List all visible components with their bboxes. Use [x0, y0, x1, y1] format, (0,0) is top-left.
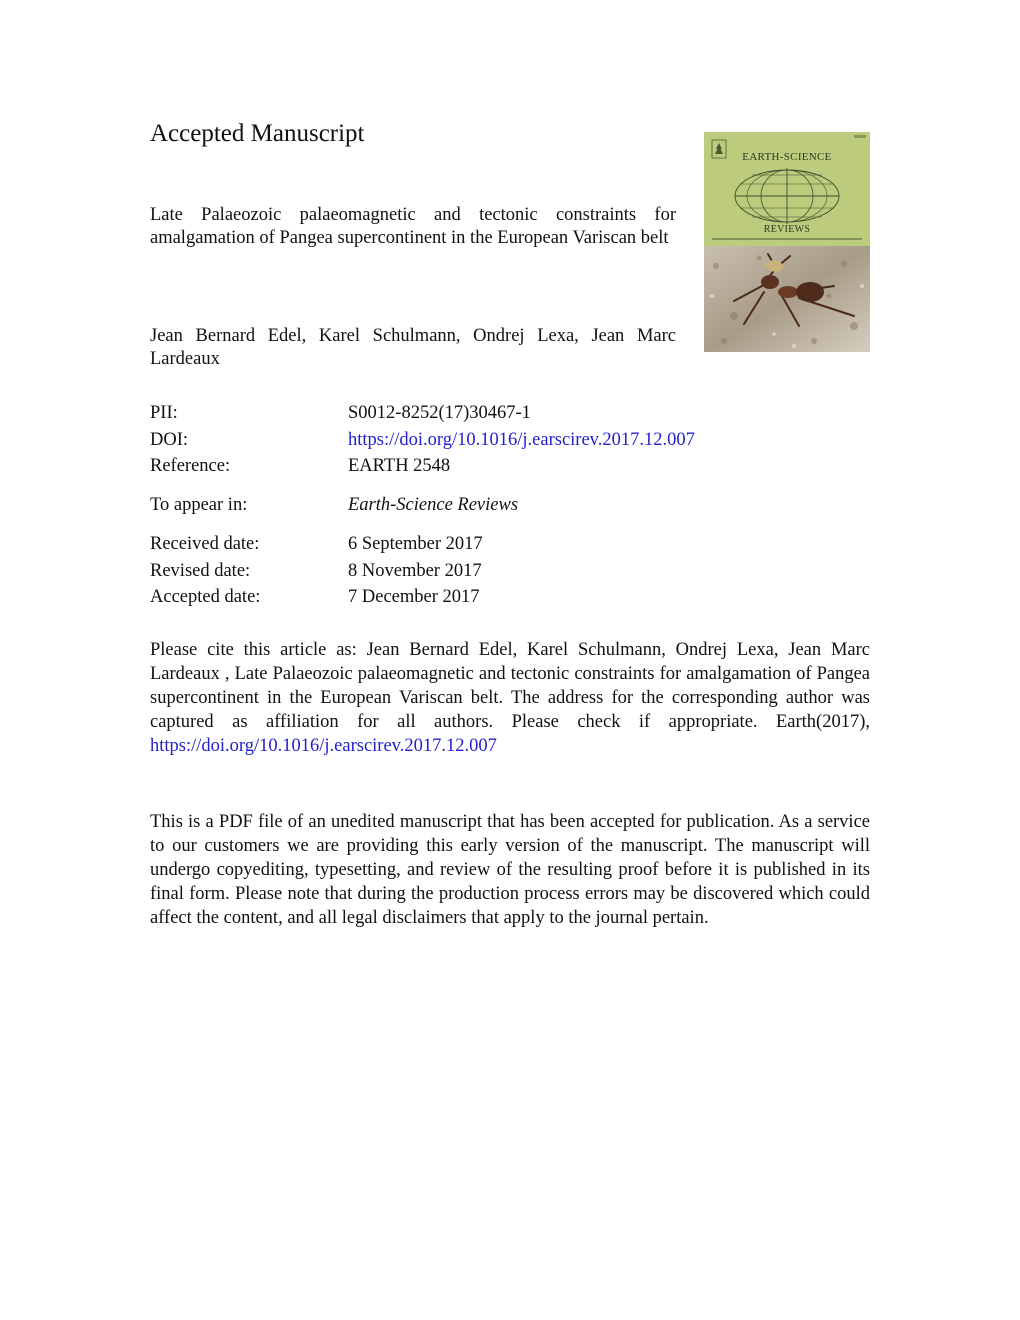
revised-row — [150, 560, 482, 583]
doi-link[interactable]: https://doi.org/10.1016/j.earscirev.2017.12.007 — [348, 430, 695, 450]
received-value: 6 September 2017 — [348, 534, 483, 554]
received-row — [150, 533, 483, 556]
reference-value: EARTH 2548 — [348, 456, 451, 476]
journal-name: Earth-Science Reviews — [348, 495, 519, 515]
doi-label: DOI: — [150, 430, 189, 450]
revised-label: Revised date: — [150, 561, 251, 581]
accepted-label: Accepted date: — [150, 587, 261, 607]
citation-doi-link[interactable]: https://doi.org/10.1016/j.earscirev.2017.12.007 — [150, 736, 497, 756]
page-heading: Accepted Manuscript — [150, 120, 365, 147]
cover-photo — [704, 246, 870, 352]
journal-cover — [704, 132, 870, 352]
cover-tagline-strip — [712, 238, 862, 240]
pii-value: S0012-8252(17)30467-1 — [348, 403, 531, 423]
appear-in-row — [150, 494, 518, 517]
reference-row — [150, 455, 450, 478]
author-list: Jean Bernard Edel, Karel Schulmann, Ondrej Lexa, Jean Marc Lardeaux — [150, 326, 676, 369]
article-title: Late Palaeozoic palaeomagnetic and tectonic constraints for amalgamation of Pangea supercontinent in the European Variscan belt — [150, 205, 676, 248]
pii-row — [150, 402, 531, 425]
doi-row — [150, 429, 695, 452]
citation-paragraph — [150, 638, 870, 758]
cover-journal-name: EARTH-SCIENCE — [742, 151, 832, 163]
reference-label: Reference: — [150, 456, 231, 476]
cover-journal-subtitle: REVIEWS — [763, 224, 811, 235]
accepted-value: 7 December 2017 — [348, 587, 480, 607]
accepted-row — [150, 586, 480, 609]
received-label: Received date: — [150, 534, 260, 554]
disclaimer-paragraph: This is a PDF file of an unedited manuscript that has been accepted for publication. As a service to our customers we are providing this early version of the manuscript. The manuscript will undergo copyediting, typesetting, and review of the resulting proof before it is published in its final form. Please note that during the production process errors may be discovered which could affect the content, and all legal disclaimers that apply to the journal pertain. — [150, 812, 870, 928]
appear-in-label: To appear in: — [150, 495, 248, 515]
pii-label: PII: — [150, 403, 178, 423]
revised-value: 8 November 2017 — [348, 561, 482, 581]
citation-text: Please cite this article as: Jean Bernard Edel, Karel Schulmann, Ondrej Lexa, Jean Marc Lardeaux , Late Palaeozoic palaeomagnetic and tectonic constraints for amalgamation of Pangea supercontinent in the European Variscan belt. The address for the corresponding author was captured as affiliation for all authors. Please check if appropriate. Earth(2017), — [150, 640, 870, 732]
